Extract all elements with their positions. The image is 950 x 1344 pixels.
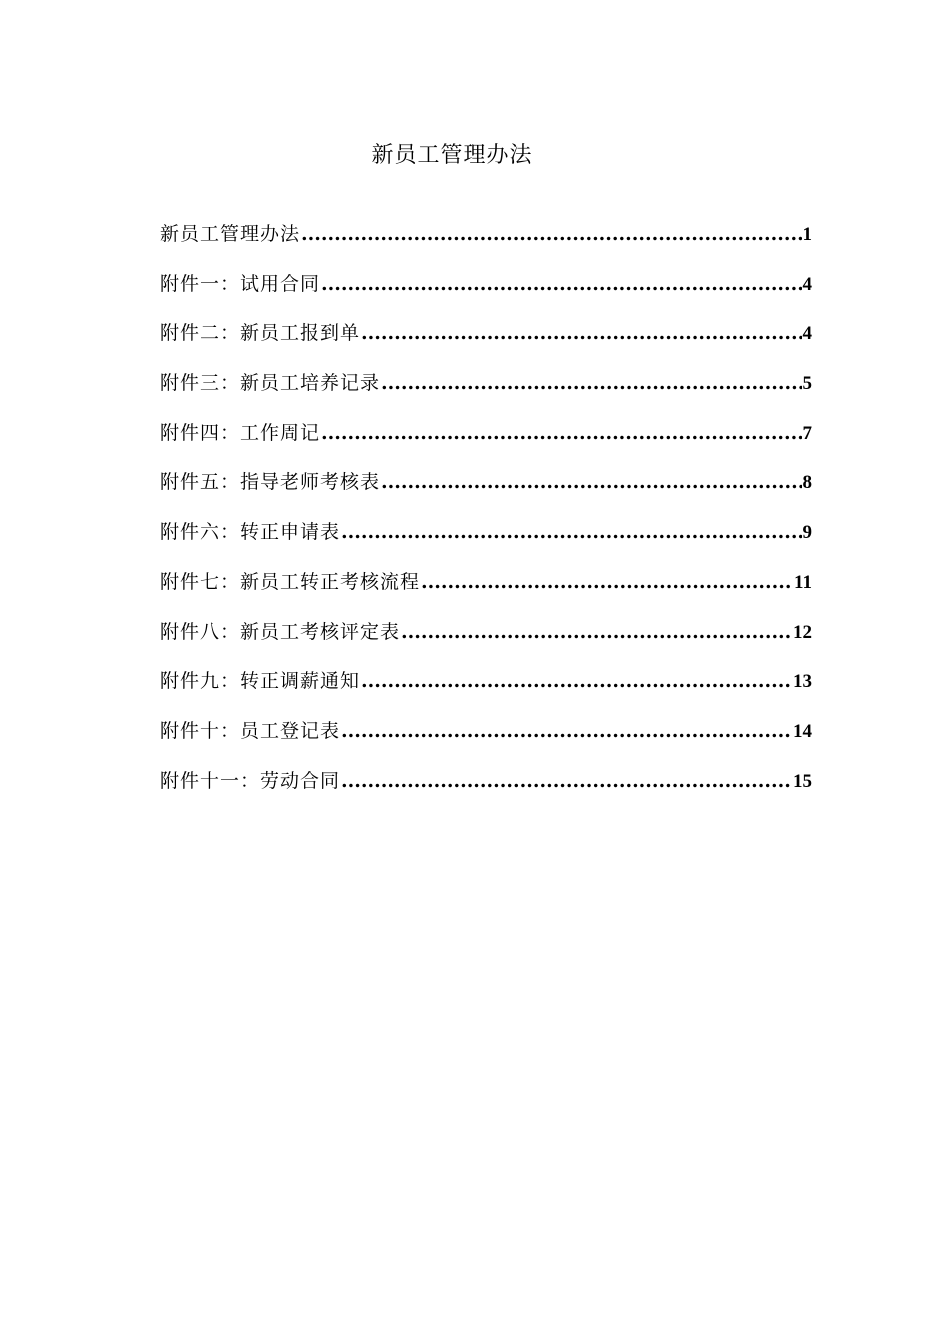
document-title: 新员工管理办法 xyxy=(371,143,533,168)
toc-entry-label: 附件六：转正申请表 xyxy=(160,521,341,544)
toc-entry-page: 15 xyxy=(793,770,812,792)
toc-entry[interactable] xyxy=(160,715,812,765)
toc-entry-label: 附件七：新员工转正考核流程 xyxy=(160,570,421,593)
toc-entry-page: 14 xyxy=(793,720,812,742)
toc-entry[interactable] xyxy=(160,665,812,715)
toc-dot-leader xyxy=(401,616,792,648)
toc-entry-label: 附件九：转正调薪通知 xyxy=(160,670,361,693)
toc-entry-page: 4 xyxy=(802,273,812,295)
toc-entry[interactable] xyxy=(160,616,812,666)
table-of-contents xyxy=(160,218,812,814)
toc-entry[interactable] xyxy=(160,317,812,367)
toc-dot-leader xyxy=(421,566,793,598)
toc-dot-leader xyxy=(361,665,792,697)
toc-entry-label: 附件三：新员工培养记录 xyxy=(160,372,381,395)
toc-entry-page: 1 xyxy=(802,224,812,245)
toc-entry[interactable] xyxy=(160,367,812,417)
toc-entry-page: 4 xyxy=(802,323,812,345)
toc-entry-label: 附件十一：劳动合同 xyxy=(160,769,341,792)
toc-entry[interactable] xyxy=(160,268,812,318)
toc-entry[interactable] xyxy=(160,466,812,516)
toc-entry-page: 9 xyxy=(802,522,812,544)
toc-entry-label: 附件五：指导老师考核表 xyxy=(160,471,381,494)
toc-entry-label: 附件八：新员工考核评定表 xyxy=(160,620,401,643)
toc-entry-label: 附件四：工作周记 xyxy=(160,421,321,444)
toc-entry-page: 13 xyxy=(793,671,812,693)
toc-entry-label: 附件二：新员工报到单 xyxy=(160,322,361,345)
toc-entry-page: 7 xyxy=(802,422,812,444)
toc-dot-leader xyxy=(381,367,801,399)
toc-entry-page: 12 xyxy=(793,621,812,643)
toc-dot-leader xyxy=(341,516,801,548)
toc-entry-page: 5 xyxy=(802,373,812,395)
toc-entry[interactable] xyxy=(160,765,812,815)
toc-dot-leader xyxy=(381,466,801,498)
toc-entry-label: 附件一：试用合同 xyxy=(160,272,321,295)
toc-entry[interactable] xyxy=(160,218,812,268)
toc-dot-leader xyxy=(341,715,792,747)
toc-entry-label: 附件十：员工登记表 xyxy=(160,719,341,742)
toc-entry[interactable] xyxy=(160,566,812,616)
toc-entry[interactable] xyxy=(160,417,812,467)
toc-entry[interactable] xyxy=(160,516,812,566)
toc-entry-page: 11 xyxy=(794,571,812,593)
toc-dot-leader xyxy=(361,317,801,349)
toc-entry-page: 8 xyxy=(802,472,812,494)
toc-dot-leader xyxy=(321,268,801,300)
toc-entry-label: 新员工管理办法 xyxy=(160,223,301,245)
toc-dot-leader xyxy=(301,218,801,250)
toc-dot-leader xyxy=(321,417,801,449)
toc-dot-leader xyxy=(341,765,792,797)
